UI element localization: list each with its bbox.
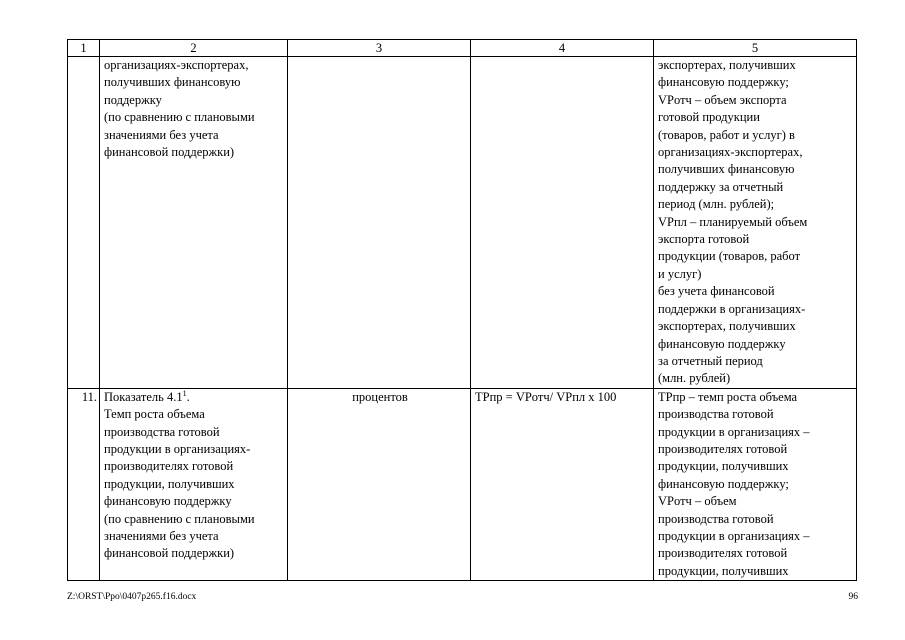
indicator-text-line: Темп роста объема <box>104 407 205 422</box>
indicator-text-line: значениями без учета <box>104 528 219 543</box>
indicator-title-prefix: Показатель 4.1 <box>104 389 183 404</box>
description-line: поддержку за отчетный <box>658 179 784 194</box>
description-line: (товаров, работ и услуг) в <box>658 127 795 142</box>
indicator-text-line: значениями без учета <box>104 127 219 142</box>
indicator-text-line: организациях-экспортерах, <box>104 58 249 72</box>
indicator-title-suffix: . <box>186 389 190 404</box>
unit-cell <box>288 57 471 389</box>
description-line: производителях готовой <box>658 546 788 561</box>
description-cell <box>654 57 857 389</box>
description-line: организациях-экспортерах, <box>658 145 803 160</box>
formula-cell: TPпр = VPотч/ VPпл х 100 <box>471 388 654 580</box>
indicator-name-cell <box>100 57 288 389</box>
header-col-2: 2 <box>100 40 288 57</box>
formula-cell <box>471 57 654 389</box>
description-line: готовой продукции <box>658 110 760 125</box>
description-line: финансовую поддержку; <box>658 476 789 491</box>
description-line: экспорта готовой <box>658 232 750 247</box>
indicator-text-line: поддержку <box>104 92 162 107</box>
indicator-text-line: продукции, получивших <box>104 476 235 491</box>
indicator-text-line: финансовой поддержки) <box>104 546 235 561</box>
description-line: VPотч – объем <box>658 494 737 509</box>
description-line: поддержки в организациях- <box>658 301 806 316</box>
description-line: производства готовой <box>658 407 774 422</box>
table-row <box>68 388 857 580</box>
indicator-text-line: производителях готовой <box>104 459 234 474</box>
indicator-text-line: получивших финансовую <box>104 75 241 90</box>
description-line: TPпр – темп роста объема <box>658 389 798 404</box>
header-col-5: 5 <box>654 40 857 57</box>
description-line: продукции, получивших <box>658 459 789 474</box>
indicator-name-cell <box>100 388 288 580</box>
page-number: 96 <box>848 592 858 602</box>
table-row <box>68 57 857 389</box>
description-line: экспортерах, получивших <box>658 319 796 334</box>
footer-file-path: Z:\ORST\Ppo\0407p265.f16.docx <box>67 592 197 602</box>
description-line: VPпл – планируемый объем <box>658 214 808 229</box>
description-line: финансовую поддержку <box>658 336 786 351</box>
header-col-1: 1 <box>68 40 100 57</box>
description-line: продукции в организациях – <box>658 528 810 543</box>
indicator-text-line: производства готовой <box>104 424 220 439</box>
description-line: продукции (товаров, работ <box>658 249 801 264</box>
description-line: продукции, получивших <box>658 563 789 578</box>
indicator-text-line: (по сравнению с плановыми <box>104 110 255 125</box>
description-line: за отчетный период <box>658 353 763 368</box>
description-cell <box>654 388 857 580</box>
description-line: период (млн. рублей); <box>658 197 775 212</box>
description-line: VPотч – объем экспорта <box>658 92 787 107</box>
row-number <box>68 57 100 389</box>
row-number: 11. <box>68 388 100 580</box>
description-line: (млн. рублей) <box>658 371 731 386</box>
description-line: продукции в организациях – <box>658 424 810 439</box>
description-line: без учета финансовой <box>658 284 775 299</box>
indicator-title <box>104 389 285 406</box>
header-row <box>68 40 857 57</box>
header-col-4: 4 <box>471 40 654 57</box>
indicator-text-line: (по сравнению с плановыми <box>104 511 255 526</box>
description-line: и услуг) <box>658 266 702 281</box>
description-line: производства готовой <box>658 511 774 526</box>
description-line: экспортерах, получивших <box>658 58 796 72</box>
description-line: производителях готовой <box>658 441 788 456</box>
header-col-3: 3 <box>288 40 471 57</box>
indicator-text-line: финансовую поддержку <box>104 494 232 509</box>
unit-cell: процентов <box>288 388 471 580</box>
document-table <box>67 39 857 581</box>
indicator-text-line: продукции в организациях- <box>104 441 251 456</box>
indicator-title-superscript: 1 <box>182 388 187 398</box>
description-line: получивших финансовую <box>658 162 795 177</box>
indicator-text-line: финансовой поддержки) <box>104 145 235 160</box>
description-line: финансовую поддержку; <box>658 75 789 90</box>
